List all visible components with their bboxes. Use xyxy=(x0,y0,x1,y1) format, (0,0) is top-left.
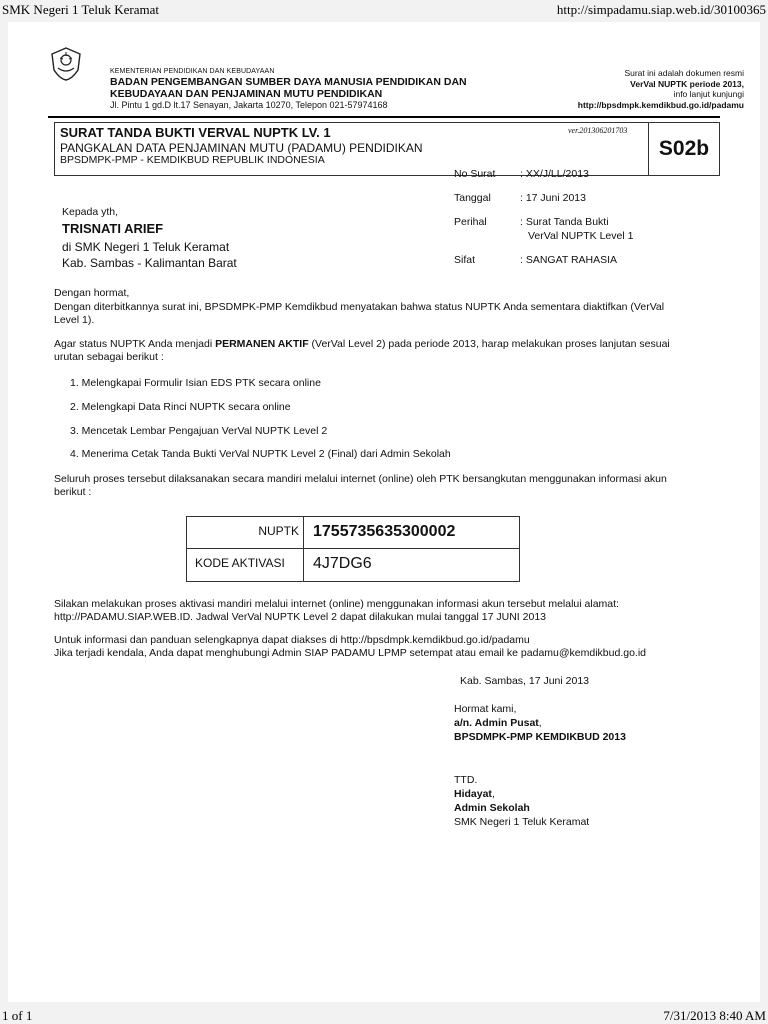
print-header-url[interactable]: http://simpadamu.siap.web.id/30100365 xyxy=(556,2,766,17)
document-subtitle: PANGKALAN DATA PENJAMINAN MUTU (PADAMU) PENDIDIKAN xyxy=(60,141,423,155)
paragraph-1 xyxy=(54,301,722,327)
recipient-salutation: Kepada yth, xyxy=(62,206,119,218)
board-title-line2: KEBUDAYAAN DAN PENJAMINAN MUTU PENDIDIKAN xyxy=(110,88,383,100)
regards: Hormat kami, xyxy=(454,703,517,715)
on-behalf: a/n. Admin Pusat xyxy=(454,717,539,729)
paragraph-line: berikut : xyxy=(54,486,92,498)
ministry-logo-icon xyxy=(48,46,84,82)
ministry-name: KEMENTERIAN PENDIDIKAN DAN KEBUDAYAAN xyxy=(110,68,275,75)
nuptk-label: NUPTK xyxy=(258,524,299,538)
signer-role: Admin Sekolah xyxy=(454,802,530,814)
signature-block-signer xyxy=(454,773,589,829)
paragraph-line: Dengan diterbitkannya surat ini, BPSDMPK-PMP Kemdikbud menyatakan bahwa status NUPTK Anda sementara diaktifkan (VerVal xyxy=(54,301,665,313)
document-page xyxy=(8,22,760,1002)
nuptk-value: 1755735635300002 xyxy=(313,523,456,540)
activation-code-value: 4J7DG6 xyxy=(313,555,372,572)
table-divider xyxy=(303,517,304,581)
signature-block-issuer xyxy=(454,702,626,744)
document-issuer: BPSDMPK-PMP - KEMDIKBUD REPUBLIK INDONESIA xyxy=(60,154,325,166)
meta-label: Tanggal xyxy=(454,192,491,204)
ttd-mark: TTD. xyxy=(454,774,478,786)
notice-line3: info lanjut kunjungi xyxy=(673,89,744,99)
signer-school: SMK Negeri 1 Teluk Keramat xyxy=(454,816,590,828)
board-address: Jl. Pintu 1 gd.D lt.17 Senayan, Jakarta 10270, Telepon 021-57974168 xyxy=(110,100,388,110)
official-notice xyxy=(578,68,744,110)
step-item: 2. Melengkapi Data Rinci NUPTK secara online xyxy=(70,401,291,413)
meta-value-cont: VerVal NUPTK Level 1 xyxy=(528,230,634,242)
signer-name: Hidayat xyxy=(454,788,492,800)
paragraph-line: Untuk informasi dan panduan selengkapnya dapat diakses di http://bpsdmpk.kemdikbud.go.id/padamu xyxy=(54,634,530,646)
greeting: Dengan hormat, xyxy=(54,287,130,299)
text-run: (VerVal Level 2) pada periode 2013, harap melakukan proses lanjutan sesuai xyxy=(308,338,670,350)
activation-code-label: KODE AKTIVASI xyxy=(195,556,285,570)
step-item: 3. Mencetak Lembar Pengajuan VerVal NUPTK Level 2 xyxy=(70,425,328,437)
meta-value: : Surat Tanda Bukti xyxy=(520,216,609,228)
paragraph-line: Jika terjadi kendala, Anda dapat menghubungi Admin SIAP PADAMU LPMP setempat atau email ke padamu@kemdikbud.go.id xyxy=(54,647,647,659)
print-footer-datetime: 7/31/2013 8:40 AM xyxy=(663,1008,766,1023)
status-emphasis: PERMANEN AKTIF xyxy=(215,338,309,350)
credentials-table xyxy=(186,516,520,582)
step-item: 4. Menerima Cetak Tanda Bukti VerVal NUPTK Level 2 (Final) dari Admin Sekolah xyxy=(70,448,451,460)
paragraph-3 xyxy=(54,473,722,499)
meta-value: : 17 Juni 2013 xyxy=(520,192,586,204)
print-footer-pages: 1 of 1 xyxy=(2,1008,33,1023)
browser-print-header xyxy=(0,0,768,20)
step-item: 1. Melengkapai Formulir Isian EDS PTK secara online xyxy=(70,377,321,389)
meta-value: : SANGAT RAHASIA xyxy=(520,254,618,266)
table-divider xyxy=(187,548,519,549)
letterhead-divider xyxy=(48,116,720,118)
recipient-name: TRISNATI ARIEF xyxy=(62,221,164,236)
signer-name-line xyxy=(454,787,589,801)
on-behalf-line xyxy=(454,716,626,730)
paragraph-line: Silakan melakukan proses aktivasi mandiri melalui internet (online) menggunakan informasi akun tersebut melalui alamat: xyxy=(54,598,619,610)
document-code: S02b xyxy=(648,122,720,176)
place-date: Kab. Sambas, 17 Juni 2013 xyxy=(460,675,590,687)
recipient-school: di SMK Negeri 1 Teluk Keramat xyxy=(62,240,230,254)
board-title xyxy=(110,76,530,100)
document-version: ver.201306201703 xyxy=(568,126,628,135)
meta-value: : XX/J/LL/2013 xyxy=(520,168,589,180)
issuer-org: BPSDMPK-PMP KEMDIKBUD 2013 xyxy=(454,731,626,743)
paragraph-2 xyxy=(54,338,722,364)
paragraph-line: Seluruh proses tersebut dilaksanakan secara mandiri melalui internet (online) oleh PTK bersangkutan menggunakan informasi akun xyxy=(54,473,667,485)
paragraph-4 xyxy=(54,598,722,624)
paragraph-5 xyxy=(54,634,722,660)
notice-line2: VerVal NUPTK periode 2013, xyxy=(630,78,744,89)
punctuation: , xyxy=(538,717,542,729)
meta-label: No Surat xyxy=(454,168,496,180)
document-title: SURAT TANDA BUKTI VERVAL NUPTK LV. 1 xyxy=(60,125,331,140)
punctuation: , xyxy=(491,788,495,800)
recipient-region: Kab. Sambas - Kalimantan Barat xyxy=(62,256,237,270)
paragraph-line: urutan sebagai berikut : xyxy=(54,351,164,363)
print-header-title: SMK Negeri 1 Teluk Keramat xyxy=(2,2,159,17)
board-title-line1: BADAN PENGEMBANGAN SUMBER DAYA MANUSIA PENDIDIKAN DAN xyxy=(110,76,467,88)
paragraph-line: Level 1). xyxy=(54,314,95,326)
browser-print-footer xyxy=(0,1006,768,1024)
paragraph-line: http://PADAMU.SIAP.WEB.ID. Jadwal VerVal NUPTK Level 2 dapat dilakukan mulai tanggal 17 JUNI 2013 xyxy=(54,611,546,623)
meta-label: Perihal xyxy=(454,216,487,228)
paragraph-line xyxy=(54,338,722,351)
text-run: Agar status NUPTK Anda menjadi xyxy=(54,338,216,350)
meta-label: Sifat xyxy=(454,254,476,266)
notice-link[interactable]: http://bpsdmpk.kemdikbud.go.id/padamu xyxy=(577,99,744,110)
notice-line1: Surat ini adalah dokumen resmi xyxy=(624,68,744,78)
